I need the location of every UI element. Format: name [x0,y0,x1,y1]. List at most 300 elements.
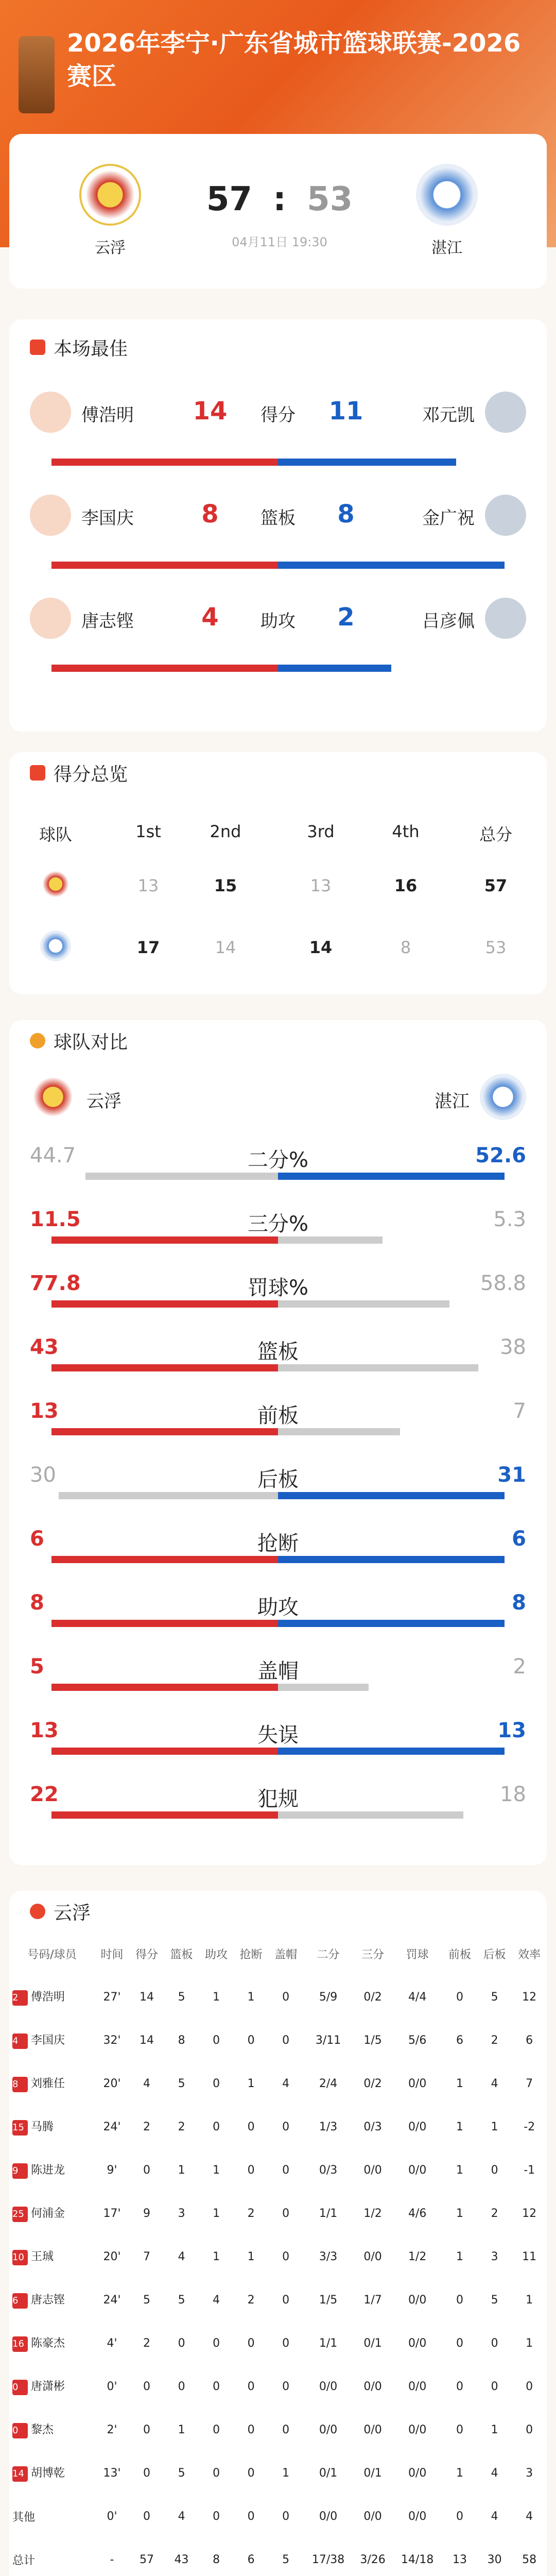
table-row[interactable] [9,2105,547,2148]
stat-cell: 1 [213,2207,220,2220]
compare-label: 助攻 [257,1596,299,1619]
stat-cell: 0 [526,2380,533,2393]
stat-cell: 4 [491,2510,498,2523]
compare-label: 犯规 [257,1787,299,1811]
stat-cell: 4 [213,2293,220,2307]
stat-cell: 0/0 [408,2510,427,2523]
compare-home-bar [85,1173,278,1180]
stat-cell: 4' [107,2336,117,2350]
stat-cell: 0/0 [319,2380,338,2393]
stat-cell: 17/38 [311,2553,345,2566]
best-away-avatar[interactable] [485,598,526,639]
page-title: 2026年李宁·广东省城市篮球联赛-2026赛区 [67,29,521,91]
stat-cell: 2 [143,2120,151,2133]
stat-cell: 5 [178,2466,185,2480]
compare-home-value: 8 [30,1591,44,1615]
stat-cell: 0 [247,2120,255,2133]
compare-away-value: 31 [497,1463,526,1487]
stat-cell: 1 [178,2163,185,2177]
table-col-header: 号码/球员 [27,1948,77,1961]
table-row[interactable] [9,2538,547,2576]
stat-cell: 0/0 [319,2510,338,2523]
stat-cell: 2 [247,2207,255,2220]
stat-cell: 0 [143,2423,151,2436]
stat-cell: 1 [282,2466,290,2480]
best-home-avatar[interactable] [30,495,71,536]
compare-home-value: 11.5 [30,1208,81,1231]
compare-home-value: 13 [30,1719,59,1742]
compare-label: 失误 [257,1723,299,1747]
compare-away-value: 38 [500,1335,526,1359]
compare-away-bar [278,1173,505,1180]
player-name: 李国庆 [31,2034,65,2047]
compare-label: 罚球% [247,1276,308,1300]
player-name: 胡博乾 [31,2467,65,2480]
stat-cell: 8 [178,2033,185,2047]
player-name: 总计 [12,2554,36,2567]
stat-cell: 17' [103,2207,121,2220]
best-stat-label: 得分 [260,405,296,426]
stat-cell: 1/1 [319,2207,338,2220]
summary-col-header: 球队 [39,825,72,844]
player-name: 刘雅任 [31,2077,65,2090]
stat-cell: 4 [178,2510,185,2523]
summary-cell: 8 [400,938,411,957]
stat-cell: 1/5 [319,2293,338,2307]
player-cell[interactable] [9,2365,95,2408]
compare-home-bar [51,1811,278,1819]
best-stat-label: 篮板 [260,508,296,529]
table-col-header: 三分 [361,1948,385,1961]
best-away-avatar[interactable] [485,392,526,433]
score-summary-card [9,752,547,994]
stat-cell: 5 [491,2293,498,2307]
compare-home-bar [51,1236,278,1244]
best-home-bar [51,665,278,672]
stat-cell: 20' [103,2077,121,2090]
stat-cell: 43 [174,2553,189,2566]
stat-cell: 12 [522,1990,537,2004]
compare-home-bar [59,1492,278,1499]
summary-col-header: 3rd [307,822,335,841]
stat-cell: 0 [213,2380,220,2393]
stat-cell: 0/0 [319,2423,338,2436]
stat-cell: 13 [453,2553,467,2566]
jersey-number-badge: 0 [12,2423,28,2438]
stat-cell: 0/0 [408,2293,427,2307]
stat-cell: 0 [247,2510,255,2523]
stat-cell: 5 [178,2293,185,2307]
best-home-player[interactable]: 傅浩明 [81,405,134,426]
best-home-avatar[interactable] [30,598,71,639]
jersey-number-badge: 8 [12,2077,28,2092]
compare-home-bar [51,1556,278,1563]
compare-away-name: 湛江 [435,1091,470,1112]
home-team-logo[interactable] [79,164,141,226]
stat-cell: 4 [491,2077,498,2090]
compare-away-value: 8 [512,1591,526,1615]
compare-away-bar [278,1492,505,1499]
table-header-row [9,1932,547,1975]
table-row[interactable] [9,1975,547,2019]
best-home-value: 14 [193,397,228,426]
stat-cell: 1 [456,2163,464,2177]
player-name: 傅浩明 [31,1991,65,2004]
stat-cell: 1 [456,2077,464,2090]
table-col-header: 篮板 [170,1948,193,1961]
compare-away-value: 52.6 [475,1144,526,1167]
compare-label: 篮板 [257,1340,299,1364]
best-home-player[interactable]: 李国庆 [81,508,134,529]
summary-cell: 14 [215,938,236,957]
table-col-header: 罚球 [406,1948,429,1961]
stat-cell: 1 [247,2077,255,2090]
jersey-number-badge: 14 [12,2466,28,2482]
player-name: 何浦金 [31,2207,65,2220]
stat-cell: 0/3 [363,2120,382,2133]
compare-away-value: 5.3 [493,1208,526,1231]
player-cell[interactable] [9,2408,95,2451]
stat-cell: 57 [140,2553,154,2566]
table-col-header: 得分 [135,1948,159,1961]
compare-away-bar [278,1684,369,1691]
player-name: 陈豪杰 [31,2337,65,2350]
stat-cell: 0 [456,2336,464,2350]
stat-cell: 27' [103,1990,121,2004]
stat-cell: 3/26 [360,2553,386,2566]
stat-cell: 0/1 [363,2466,382,2480]
stat-cell: 0' [107,2380,117,2393]
stat-cell: 11 [522,2250,537,2263]
stat-cell: 1 [456,2207,464,2220]
stat-cell: 1/2 [408,2250,427,2263]
table-row[interactable] [9,2062,547,2105]
stat-cell: 4 [526,2510,533,2523]
table-col-header: 效率 [518,1948,541,1961]
stat-cell: 2 [491,2033,498,2047]
stat-cell: 0' [107,2510,117,2523]
stat-cell: 1 [491,2120,498,2133]
stat-cell: 0 [282,1990,290,2004]
summary-home-logo [40,869,71,900]
stat-cell: - [110,2553,114,2566]
table-row[interactable] [9,2278,547,2321]
stat-cell: 14 [140,2033,154,2047]
stat-cell: 0 [456,2380,464,2393]
stat-cell: 1 [213,2250,220,2263]
table-col-header: 盖帽 [274,1948,298,1961]
stat-cell: 0/1 [363,2336,382,2350]
compare-home-bar [51,1748,278,1755]
table-col-header: 后板 [483,1948,506,1961]
compare-home-value: 13 [30,1399,59,1423]
stat-cell: 2 [143,2336,151,2350]
compare-label: 二分% [247,1148,308,1172]
player-cell[interactable] [9,2062,95,2105]
stat-cell: 0 [282,2033,290,2047]
best-away-player[interactable]: 邓元凯 [422,405,475,426]
stat-cell: 9' [107,2163,117,2177]
table-col-header: 时间 [100,1948,124,1961]
stat-cell: 0 [282,2423,290,2436]
jersey-number-badge: 25 [12,2207,28,2222]
stat-cell: 1/7 [363,2293,382,2307]
stat-cell: 1 [213,2163,220,2177]
stat-cell: 0 [247,2466,255,2480]
stat-cell: 1 [491,2423,498,2436]
home-stats-team-icon [30,1904,45,1919]
stat-cell: 9 [143,2207,151,2220]
compare-away-value: 58.8 [480,1272,526,1295]
stat-cell: 1 [247,2250,255,2263]
stat-cell: 3 [491,2250,498,2263]
stat-cell: 6 [526,2033,533,2047]
stat-cell: 3/11 [315,2033,341,2047]
stat-cell: 0/0 [363,2423,382,2436]
calendar-icon [30,765,45,781]
stat-cell: 0/0 [363,2380,382,2393]
compare-home-logo [30,1074,76,1120]
away-team-logo[interactable] [416,164,478,226]
best-away-bar [278,562,505,569]
stat-cell: 14/18 [401,2553,434,2566]
stat-cell: 6 [456,2033,464,2047]
stat-cell: 0 [213,2033,220,2047]
stat-cell: 0 [143,2510,151,2523]
player-cell[interactable] [9,2278,95,2321]
table-row[interactable] [9,2235,547,2278]
best-home-bar [51,562,278,569]
summary-cell: 16 [394,876,418,895]
player-cell[interactable] [9,2495,95,2538]
compare-label: 后板 [257,1468,299,1492]
stat-cell: 20' [103,2250,121,2263]
home-stats-title: 云浮 [54,1902,91,1924]
compare-label: 盖帽 [257,1659,299,1683]
compare-away-value: 7 [513,1399,526,1423]
jersey-number-badge: 4 [12,2033,28,2049]
home-score: 57 [206,180,252,218]
best-away-avatar[interactable] [485,495,526,536]
stat-cell: 4 [491,2466,498,2480]
stat-cell: 4/4 [408,1990,427,2004]
compare-away-value: 18 [500,1783,526,1806]
jersey-number-badge: 16 [12,2336,28,2352]
compare-label: 前板 [257,1404,299,1428]
stat-cell: 0/3 [319,2163,338,2177]
stat-cell: 0 [282,2510,290,2523]
player-cell[interactable] [9,2235,95,2278]
player-cell[interactable] [9,2105,95,2148]
stat-cell: 0 [213,2077,220,2090]
compare-home-bar [51,1428,278,1435]
summary-away-logo [40,930,71,961]
stat-cell: 0 [282,2207,290,2220]
player-name: 陈进龙 [31,2164,65,2177]
stat-cell: 5 [178,1990,185,2004]
stat-cell: 1 [456,2466,464,2480]
stat-cell: 0 [247,2033,255,2047]
stat-cell: 0 [491,2336,498,2350]
best-away-player[interactable]: 金广祝 [422,508,475,529]
home-team-name[interactable]: 云浮 [95,239,126,257]
stat-cell: 24' [103,2293,121,2307]
jersey-number-badge: 10 [12,2250,28,2265]
table-col-header: 二分 [317,1948,340,1961]
stat-cell: 0 [213,2423,220,2436]
stat-cell: 0/2 [363,1990,382,2004]
table-row[interactable] [9,2148,547,2192]
compare-away-value: 13 [497,1719,526,1742]
compare-home-value: 77.8 [30,1272,81,1295]
away-team-name[interactable]: 湛江 [431,239,462,257]
compare-away-bar [278,1620,505,1627]
away-score: 53 [307,180,353,218]
table-row[interactable] [9,2451,547,2495]
table-col-header: 前板 [448,1948,472,1961]
stat-cell: 3 [178,2207,185,2220]
stat-cell: 0 [282,2380,290,2393]
league-logo [19,36,55,113]
stat-cell: 0/0 [408,2380,427,2393]
stat-cell: 5/6 [408,2033,427,2047]
player-cell[interactable] [9,2321,95,2365]
stat-cell: 4 [282,2077,290,2090]
table-row[interactable] [9,2365,547,2408]
summary-cell: 13 [137,876,159,895]
table-row[interactable] [9,2321,547,2365]
best-away-bar [278,665,391,672]
stat-cell: 1 [456,2250,464,2263]
table-row[interactable] [9,2019,547,2062]
compare-header [9,1025,547,1056]
player-name: 王珹 [31,2250,54,2263]
stat-cell: 5 [282,2553,290,2566]
player-name: 唐潇彬 [31,2380,65,2393]
summary-col-header: 总分 [479,825,512,844]
compare-home-bar [51,1364,278,1371]
stat-cell: 6 [247,2553,255,2566]
stat-cell: 4 [143,2077,151,2090]
summary-col-header: 1st [135,822,161,841]
stat-cell: 5 [491,1990,498,2004]
stat-cell: 8 [213,2553,220,2566]
stat-cell: 0/0 [363,2163,382,2177]
player-cell[interactable] [9,1975,95,2019]
stat-cell: 30 [487,2553,502,2566]
compare-label: 三分% [247,1212,308,1236]
stat-cell: 2 [247,2293,255,2307]
stat-cell: 0/1 [319,2466,338,2480]
jersey-number-badge: 6 [12,2293,28,2309]
player-cell[interactable] [9,2148,95,2192]
stat-cell: 2 [491,2207,498,2220]
compare-home-value: 6 [30,1527,44,1551]
table-row[interactable] [9,2495,547,2538]
best-home-player[interactable]: 唐志铿 [81,611,134,632]
stat-cell: 7 [526,2077,533,2090]
stat-cell: 2' [107,2423,117,2436]
stat-cell: 0 [456,2510,464,2523]
stat-cell: -2 [524,2120,535,2133]
stat-cell: 0 [143,2380,151,2393]
stat-cell: 4 [178,2250,185,2263]
stat-cell: 7 [143,2250,151,2263]
stat-cell: 0/0 [408,2163,427,2177]
compare-away-bar [278,1300,449,1308]
compare-away-value: 6 [512,1527,526,1551]
player-cell[interactable] [9,2019,95,2062]
best-away-player[interactable]: 吕彦佩 [422,611,475,632]
best-title: 本场最佳 [54,338,128,360]
stat-cell: 0 [213,2510,220,2523]
summary-cell: 57 [484,876,508,895]
best-away-value: 8 [337,500,355,529]
best-home-avatar[interactable] [30,392,71,433]
best-away-bar [278,459,456,466]
stat-cell: 0/0 [408,2120,427,2133]
player-cell[interactable] [9,2192,95,2235]
stat-cell: 1 [178,2423,185,2436]
stat-cell: 4/6 [408,2207,427,2220]
table-row[interactable] [9,2408,547,2451]
summary-title: 得分总览 [54,764,128,785]
compare-away-value: 2 [513,1655,526,1679]
stat-cell: 0/2 [363,2077,382,2090]
compare-away-bar [278,1556,505,1563]
stat-cell: 2/4 [319,2077,338,2090]
team-compare-card [9,1020,547,1865]
player-cell[interactable] [9,2451,95,2495]
stat-cell: 24' [103,2120,121,2133]
summary-cell: 53 [485,938,507,957]
stat-cell: 1/5 [363,2033,382,2047]
stat-cell: 58 [522,2553,537,2566]
home-stats-table [9,1932,547,2576]
compare-away-bar [278,1748,505,1755]
best-players-card [9,319,547,732]
stat-cell: 3 [526,2466,533,2480]
stat-cell: 0 [247,2423,255,2436]
table-row[interactable] [9,2192,547,2235]
thumbs-up-icon [30,340,45,355]
jersey-number-badge: 2 [12,1990,28,2006]
compare-away-logo [480,1074,526,1120]
stat-cell: 0 [491,2163,498,2177]
stat-cell: 0 [491,2380,498,2393]
stat-cell: 1/3 [319,2120,338,2133]
best-away-value: 11 [328,397,363,426]
stat-cell: 0 [178,2380,185,2393]
player-cell[interactable] [9,2538,95,2576]
score-card [9,134,547,289]
stat-cell: 2 [178,2120,185,2133]
stat-cell: 0 [456,1990,464,2004]
compare-home-bar [51,1620,278,1627]
stat-cell: 0 [282,2120,290,2133]
compare-away-bar [278,1428,400,1435]
compare-title: 球队对比 [54,1031,128,1053]
best-header [9,332,547,363]
table-col-header: 抢断 [239,1948,263,1961]
compare-home-value: 5 [30,1655,44,1679]
stat-cell: 0/0 [408,2423,427,2436]
stat-cell: 0/0 [363,2510,382,2523]
stat-cell: 5 [143,2293,151,2307]
stat-cell: 32' [103,2033,121,2047]
stat-cell: 0 [456,2423,464,2436]
compare-home-name: 云浮 [86,1091,121,1112]
